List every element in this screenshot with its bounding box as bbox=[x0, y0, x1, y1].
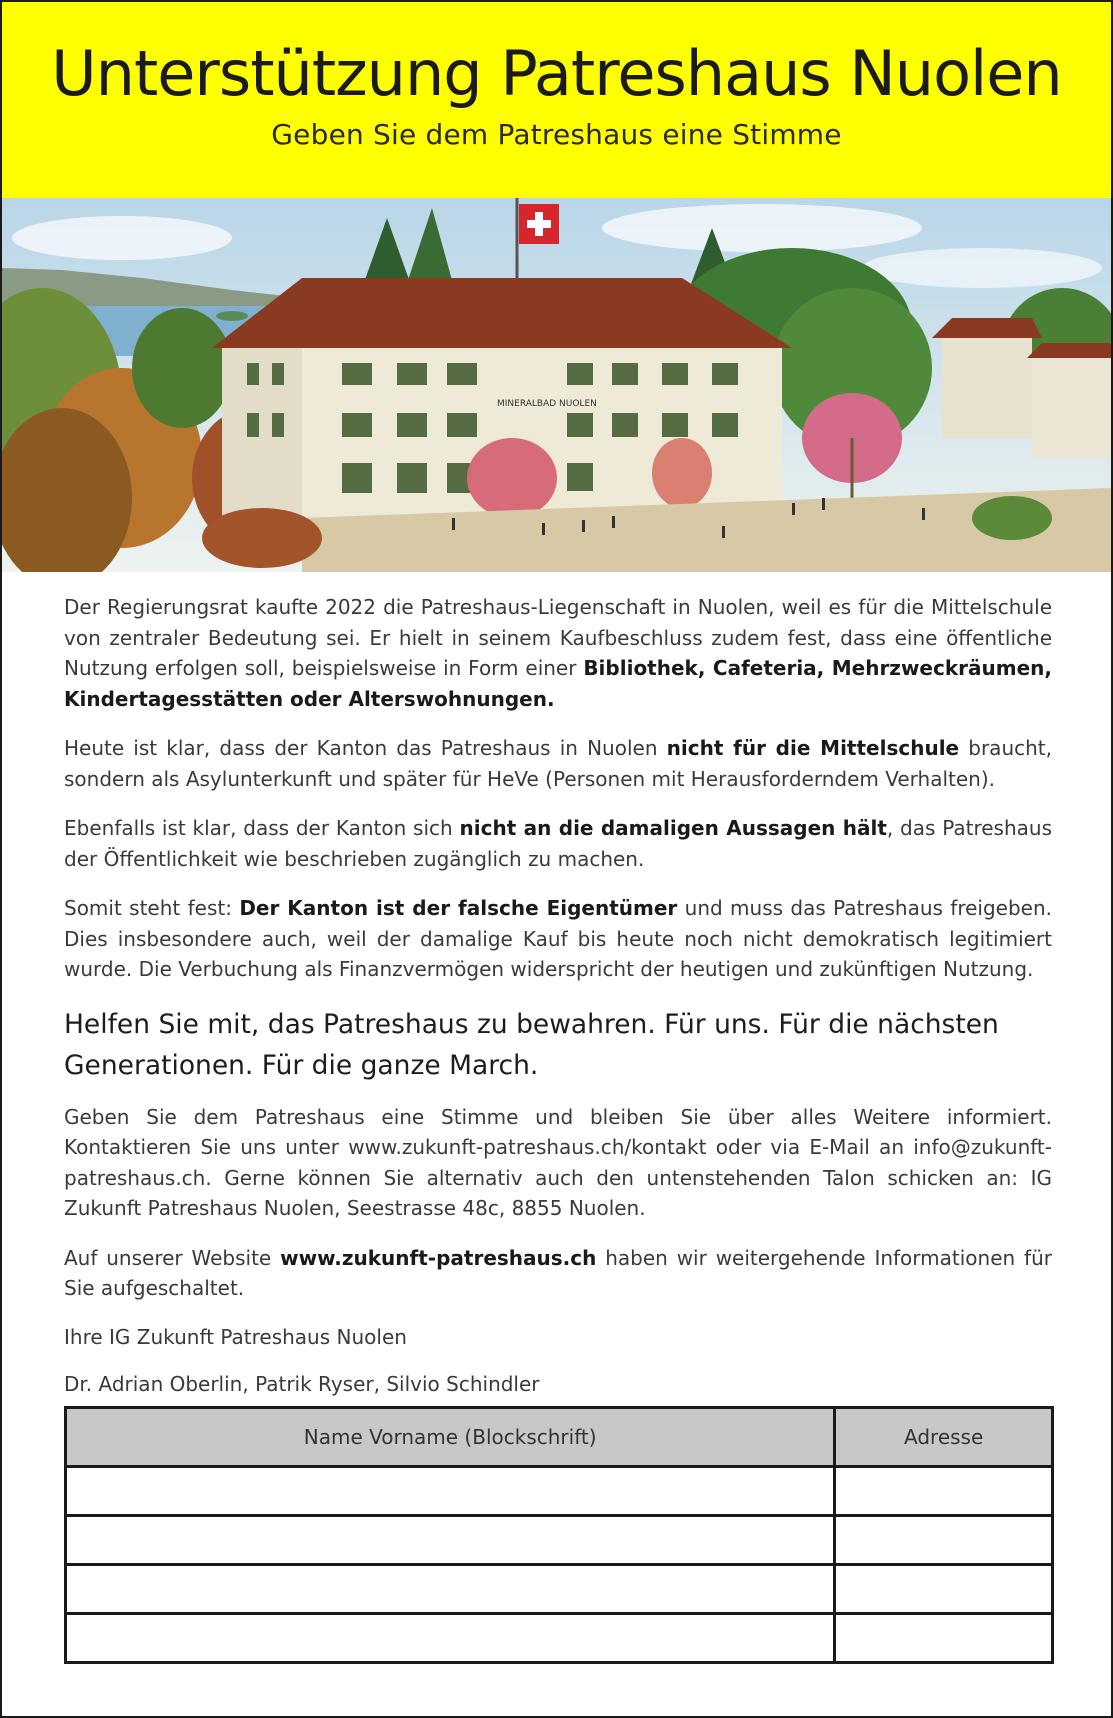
callout-heading: Helfen Sie mit, das Patreshaus zu bewahren. Für uns. Für die nächsten Generationen. Für die ganze March. bbox=[64, 1008, 999, 1081]
p2-text-a: Heute ist klar, dass der Kanton das Patreshaus in Nuolen bbox=[64, 736, 667, 760]
talon-header-name: Name Vorname (Blockschrift) bbox=[66, 1408, 835, 1467]
body-text bbox=[64, 592, 1052, 1417]
p4-emphasis: Der Kanton ist der falsche Eigentümer bbox=[239, 896, 678, 920]
talon-cell-address[interactable] bbox=[835, 1516, 1053, 1565]
talon-row bbox=[66, 1614, 1053, 1663]
paragraph-website bbox=[64, 1243, 1052, 1304]
talon-cell-name[interactable] bbox=[66, 1565, 835, 1614]
p6-text-a: Auf unserer Website bbox=[64, 1245, 281, 1270]
p1-emphasis: Bibliothek, Cafeteria, Mehrzweckräumen, Kindertagesstätten oder Alterswohnungen. bbox=[64, 656, 1052, 711]
talon-table bbox=[64, 1406, 1054, 1664]
paragraph-purchase bbox=[64, 592, 1052, 714]
talon-row bbox=[66, 1467, 1053, 1516]
p4-text-c: und muss das Patreshaus freigeben. Dies insbesondere auch, weil der damalige Kauf bis heute noch nicht demokratisch legitimiert wurde. Die Verbuchung als Finanzvermögen widerspricht der heutigen und zukünftigen Nutzung. bbox=[64, 896, 1052, 981]
p1-text: Der Regierungsrat kaufte 2022 die Patreshaus-Liegenschaft in Nuolen, weil es für die Mittelschule von zentraler Bedeutung sei. Er hielt in seinem Kaufbeschluss zudem fest, dass eine öffentliche Nutzung erfolgen soll, beispielsweise in Form einer bbox=[64, 595, 1052, 680]
p6-text-c: haben wir weitergehende Informationen für Sie aufgeschaltet. bbox=[64, 1245, 1052, 1300]
hero-illustration bbox=[2, 198, 1111, 572]
talon-row bbox=[66, 1516, 1053, 1565]
building-sign: MINERALBAD NUOLEN bbox=[497, 399, 597, 409]
paragraph-contact: Geben Sie dem Patreshaus eine Stimme und bleiben Sie über alles Weitere informiert. Kontaktieren Sie uns unter www.zukunft-patreshaus.ch/kontakt oder via E-Mail an info@zukunft-patreshaus.ch. Gerne können Sie alternativ auch den untenstehenden Talon schicken an: IG Zukunft Patreshaus Nuolen, Seestrasse 48c, 8855 Nuolen. bbox=[64, 1104, 1052, 1220]
signature-line-1: Ihre IG Zukunft Patreshaus Nuolen bbox=[64, 1324, 407, 1349]
talon-cell-name[interactable] bbox=[66, 1614, 835, 1663]
page-title: Unterstützung Patreshaus Nuolen bbox=[51, 37, 1062, 110]
talon-row bbox=[66, 1565, 1053, 1614]
talon-cell-name[interactable] bbox=[66, 1467, 835, 1516]
paragraph-statements bbox=[64, 813, 1052, 874]
p2-text-c: braucht, sondern als Asylunterkunft und später für HeVe (Personen mit Herausforderndem Verhalten). bbox=[64, 736, 1052, 791]
website-link[interactable]: www.zukunft-patreshaus.ch bbox=[280, 1245, 597, 1270]
p3-text-a: Ebenfalls ist klar, dass der Kanton sich bbox=[64, 816, 460, 840]
p3-emphasis: nicht an die damaligen Aussagen hält bbox=[459, 816, 887, 840]
p3-text-c: , das Patreshaus der Öffentlichkeit wie beschrieben zugänglich zu machen. bbox=[64, 816, 1052, 871]
header-banner bbox=[2, 2, 1111, 198]
talon-cell-address[interactable] bbox=[835, 1614, 1053, 1663]
page-subtitle: Geben Sie dem Patreshaus eine Stimme bbox=[271, 118, 842, 152]
paragraph-usage bbox=[64, 733, 1052, 794]
talon-cell-name[interactable] bbox=[66, 1516, 835, 1565]
talon-cell-address[interactable] bbox=[835, 1467, 1053, 1516]
paragraph-conclusion bbox=[64, 893, 1052, 985]
p4-text-a: Somit steht fest: bbox=[64, 896, 240, 920]
p2-emphasis: nicht für die Mittelschule bbox=[666, 736, 960, 760]
talon-cell-address[interactable] bbox=[835, 1565, 1053, 1614]
talon-header-address: Adresse bbox=[835, 1408, 1053, 1467]
signature-line-2: Dr. Adrian Oberlin, Patrik Ryser, Silvio Schindler bbox=[64, 1371, 540, 1396]
